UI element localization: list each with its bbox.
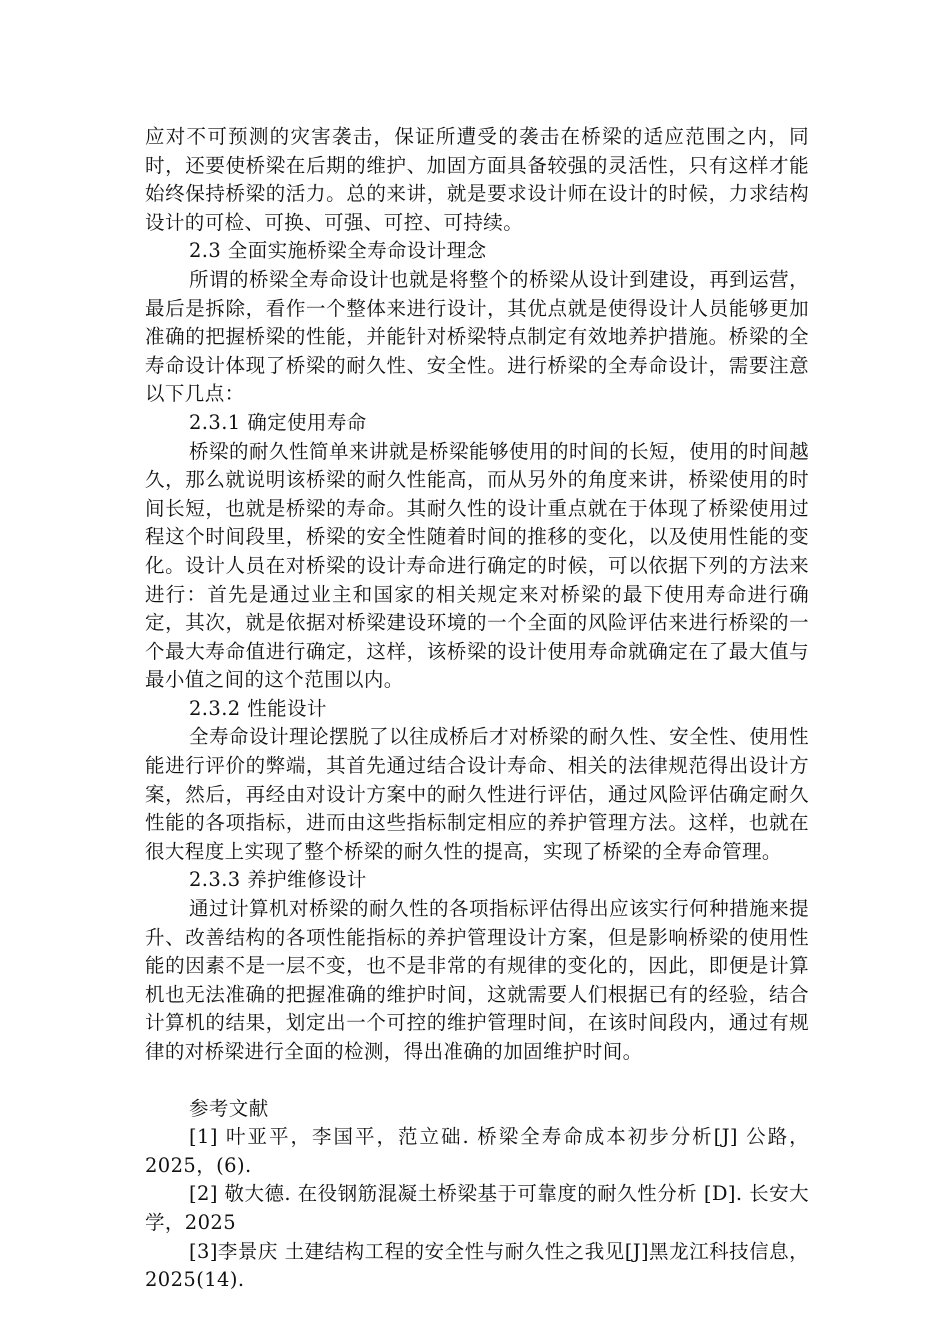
document-body bbox=[145, 123, 809, 1295]
paragraph-2-3-1: 桥梁的耐久性简单来讲就是桥梁能够使用的时间的长短，使用的时间越久，那么就说明该桥梁的耐久性能高，而从另外的角度来讲，桥梁使用的时间长短，也就是桥梁的寿命。其耐久性的设计重点就在于体现了桥梁使用过程这个时间段里，桥梁的安全性随着时间的推移的变化，以及使用性能的变化。设计人员在对桥梁的设计寿命进行确定的时候，可以依据下列的方法来进行：首先是通过业主和国家的相关规定来对桥梁的最下使用寿命进行确定，其次，就是依据对桥梁建设环境的一个全面的风险评估来进行桥梁的一个最大寿命值进行确定，这样，该桥梁的设计使用寿命就确定在了最大值与最小值之间的这个范围以内。 bbox=[145, 439, 809, 692]
section-heading-2-3: 2.3 全面实施桥梁全寿命设计理念 bbox=[189, 239, 487, 263]
section-heading-2-3-2: 2.3.2 性能设计 bbox=[189, 696, 327, 720]
reference-item-3: [3]李景庆 土建结构工程的安全性与耐久性之我见[J]黑龙江科技信息，2025(14). bbox=[145, 1239, 809, 1292]
paragraph-2-3-3: 通过计算机对桥梁的耐久性的各项指标评估得出应该实行何种措施来提升、改善结构的各项性能指标的养护管理设计方案，但是影响桥梁的使用性能的因素不是一层不变，也不是非常的有规律的变化的，因此，即便是计算机也无法准确的把握准确的维护时间，这就需要人们根据已有的经验，结合计算机的结果，划定出一个可控的维护管理时间，在该时间段内，通过有规律的对桥梁进行全面的检测，得出准确的加固维护时间。 bbox=[145, 897, 809, 1063]
references-heading: 参考文献 bbox=[189, 1096, 269, 1120]
reference-item-2: [2] 敬大德. 在役钢筋混凝土桥梁基于可靠度的耐久性分析 [D]. 长安大学，2025 bbox=[145, 1182, 809, 1234]
paragraph-2-3-2: 全寿命设计理论摆脱了以往成桥后才对桥梁的耐久性、安全性、使用性能进行评价的弊端，其首先通过结合设计寿命、相关的法律规范得出设计方案，然后，再经由对设计方案中的耐久性进行评估，通过风险评估确定耐久性能的各项指标，进而由这些指标制定相应的养护管理方法。这样，也就在很大程度上实现了整个桥梁的耐久性的提高，实现了桥梁的全寿命管理。 bbox=[145, 725, 809, 863]
paragraph-2-3: 所谓的桥梁全寿命设计也就是将整个的桥梁从设计到建设，再到运营，最后是拆除，看作一个整体来进行设计，其优点就是使得设计人员能够更加准确的把握桥梁的性能，并能针对桥梁特点制定有效地养护措施。桥梁的全寿命设计体现了桥梁的耐久性、安全性。进行桥梁的全寿命设计，需要注意以下几点： bbox=[145, 267, 809, 406]
reference-item-1: [1] 叶亚平，李国平，范立础. 桥梁全寿命成本初步分析[J] 公路，2025，(6). bbox=[145, 1125, 809, 1177]
section-heading-2-3-3: 2.3.3 养护维修设计 bbox=[189, 868, 367, 892]
section-spacer bbox=[145, 1067, 809, 1095]
paragraph-intro: 应对不可预测的灾害袭击，保证所遭受的袭击在桥梁的适应范围之内，同时，还要使桥梁在后期的维护、加固方面具备较强的灵活性，只有这样才能始终保持桥梁的活力。总的来讲，就是要求设计师在设计的时候，力求结构设计的可检、可换、可强、可控、可持续。 bbox=[145, 125, 809, 234]
section-heading-2-3-1: 2.3.1 确定使用寿命 bbox=[189, 410, 367, 434]
